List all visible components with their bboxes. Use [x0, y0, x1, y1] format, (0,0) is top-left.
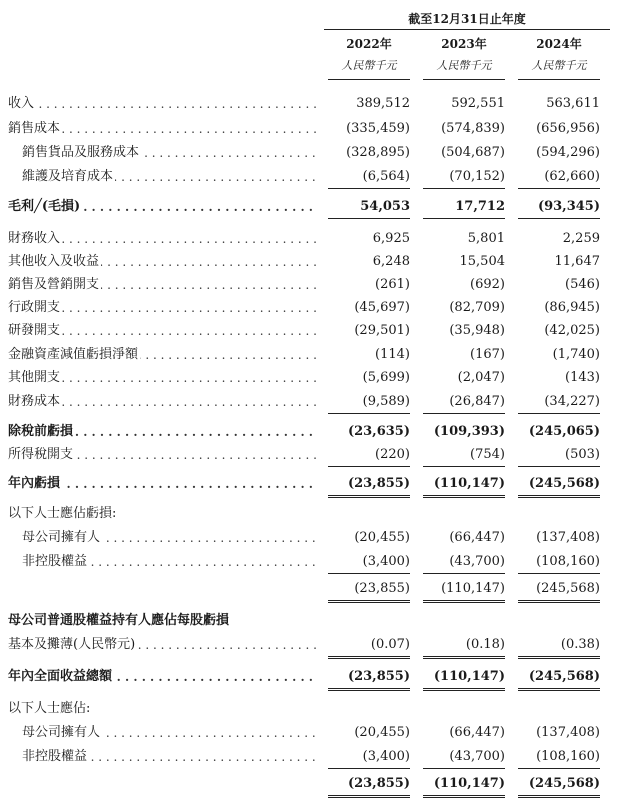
row-label-text: 所得稅開支 [8, 447, 74, 462]
statement-row [0, 344, 640, 366]
row-label-text: 行政開支 [8, 300, 61, 315]
row-label-text: 銷售成本 [8, 121, 61, 136]
statement-row [0, 391, 640, 413]
value-cell: 54,053 [360, 199, 410, 214]
period-heading: 截至12月31日止年度 [408, 12, 526, 26]
value-cell: (656,956) [536, 121, 600, 136]
row-label [8, 196, 318, 218]
unit-header-2023: 人民幣千元 [436, 59, 492, 72]
row-label-text: 其他收入及收益 [8, 254, 100, 269]
row-label [8, 773, 318, 795]
value-cell: 11,647 [554, 254, 600, 269]
year-header-2024: 2024年 [536, 37, 582, 51]
value-cell: (70,152) [449, 169, 505, 184]
row-label [22, 527, 318, 549]
value-cell: (108,160) [536, 554, 600, 569]
row-label-text: 財務成本 [8, 394, 61, 409]
subtotal-rule [423, 768, 505, 769]
statement-row [0, 578, 640, 600]
statement-row [0, 251, 640, 273]
value-cell: (5,699) [362, 370, 410, 385]
statement-row [0, 551, 640, 573]
subtotal-rule [423, 573, 505, 574]
header-rule [518, 79, 600, 80]
statement-row [0, 698, 640, 720]
value-cell: (0.38) [560, 637, 600, 652]
row-label [8, 344, 318, 366]
value-cell: (3,400) [362, 749, 410, 764]
row-label [8, 698, 318, 720]
value-cell: (20,455) [354, 530, 410, 545]
total-double-rule [518, 656, 600, 659]
subtotal-rule [518, 768, 600, 769]
row-label-text: 年內全面收益總額 [8, 669, 113, 684]
total-double-rule [518, 688, 600, 691]
value-cell: (245,568) [528, 669, 600, 684]
row-label [8, 251, 318, 273]
value-cell: (23,635) [347, 424, 410, 439]
total-double-rule [328, 495, 410, 498]
value-cell: (110,147) [433, 776, 505, 791]
row-label-text: 研發開支 [8, 323, 61, 338]
value-cell: (23,855) [354, 581, 410, 596]
value-cell: (754) [470, 447, 505, 462]
subtotal-rule [518, 218, 600, 219]
value-cell: (114) [375, 347, 410, 362]
row-label [8, 297, 318, 319]
subtotal-rule [423, 466, 505, 467]
statement-row [0, 196, 640, 218]
value-cell: (261) [375, 277, 410, 292]
total-double-rule [423, 656, 505, 659]
value-cell: (335,459) [346, 121, 410, 136]
row-label-text: 金融資產減值虧損淨額 [8, 347, 139, 362]
total-double-rule [423, 688, 505, 691]
value-cell: (245,568) [536, 581, 600, 596]
row-label [8, 118, 318, 140]
value-cell: (3,400) [362, 554, 410, 569]
value-cell: (42,025) [544, 323, 600, 338]
value-cell: (503) [565, 447, 600, 462]
row-label [22, 551, 318, 573]
subtotal-rule [328, 188, 410, 189]
value-cell: (35,948) [449, 323, 505, 338]
subtotal-rule [328, 413, 410, 414]
row-label [8, 274, 318, 296]
statement-row [0, 297, 640, 319]
header-rule [328, 79, 410, 80]
value-cell: (29,501) [354, 323, 410, 338]
value-cell: (167) [470, 347, 505, 362]
subtotal-rule [328, 466, 410, 467]
row-label [8, 444, 318, 466]
value-cell: (66,447) [449, 530, 505, 545]
row-label [8, 421, 318, 443]
row-label [8, 503, 318, 525]
total-double-rule [328, 688, 410, 691]
value-cell: (23,855) [347, 476, 410, 491]
row-label-text: 以下人士應佔虧損: [8, 506, 117, 521]
statement-row [0, 93, 640, 115]
total-double-rule [423, 600, 505, 603]
value-cell: (546) [565, 277, 600, 292]
row-label-text: 母公司擁有人 [22, 530, 101, 545]
value-cell: (574,839) [441, 121, 505, 136]
unit-header-2022: 人民幣千元 [341, 59, 397, 72]
year-header-2023: 2023年 [441, 37, 487, 51]
total-double-rule [423, 795, 505, 798]
row-label [22, 166, 318, 188]
value-cell: (23,855) [347, 776, 410, 791]
value-cell: 6,248 [372, 254, 410, 269]
value-cell: 6,925 [372, 231, 410, 246]
subtotal-rule [423, 188, 505, 189]
row-label [8, 93, 318, 115]
total-double-rule [423, 495, 505, 498]
subtotal-rule [518, 466, 600, 467]
value-cell: (137,408) [536, 530, 600, 545]
value-cell: (245,568) [528, 776, 600, 791]
value-cell: (26,847) [449, 394, 505, 409]
row-label [22, 142, 318, 164]
value-cell: (2,047) [457, 370, 505, 385]
row-label-text [8, 776, 10, 791]
value-cell: (137,408) [536, 725, 600, 740]
value-cell: (245,568) [528, 476, 600, 491]
row-label [22, 722, 318, 744]
value-cell: 17,712 [455, 199, 505, 214]
value-cell: (328,895) [346, 145, 410, 160]
row-label-text: 以下人士應佔: [8, 701, 91, 716]
row-label-text: 銷售貨品及服務成本 [22, 145, 140, 160]
row-label-text: 非控股權益 [22, 554, 88, 569]
value-cell: (110,147) [433, 669, 505, 684]
value-cell: (109,393) [433, 424, 505, 439]
statement-row [0, 142, 640, 164]
value-cell: (110,147) [441, 581, 505, 596]
statement-row [0, 320, 640, 342]
value-cell: (82,709) [449, 300, 505, 315]
statement-row [0, 610, 640, 632]
value-cell: (245,065) [528, 424, 600, 439]
value-cell: (110,147) [433, 476, 505, 491]
row-label-text: 基本及攤薄(人民幣元) [8, 637, 136, 652]
value-cell: (43,700) [449, 554, 505, 569]
row-label-text: 年內虧損 [8, 476, 61, 491]
statement-row [0, 503, 640, 525]
value-cell: (34,227) [544, 394, 600, 409]
statement-row [0, 746, 640, 768]
row-label [8, 578, 318, 600]
value-cell: (66,447) [449, 725, 505, 740]
value-cell: 2,259 [562, 231, 600, 246]
subtotal-rule [518, 413, 600, 414]
value-cell: 592,551 [451, 96, 505, 111]
total-double-rule [518, 795, 600, 798]
period-rule [324, 29, 610, 30]
row-label-text: 非控股權益 [22, 749, 88, 764]
statement-row [0, 228, 640, 250]
statement-row [0, 527, 640, 549]
value-cell: (0.18) [465, 637, 505, 652]
row-label-text: 除稅前虧損 [8, 424, 74, 439]
header-rule [423, 79, 505, 80]
row-label [8, 634, 318, 656]
subtotal-rule [423, 218, 505, 219]
subtotal-rule [328, 573, 410, 574]
value-cell: (86,945) [544, 300, 600, 315]
total-double-rule [328, 795, 410, 798]
statement-row [0, 367, 640, 389]
statement-row [0, 634, 640, 656]
unit-header-2024: 人民幣千元 [531, 59, 587, 72]
statement-row [0, 166, 640, 188]
row-label-text: 其他開支 [8, 370, 61, 385]
row-label-text: 維護及培育成本 [22, 169, 114, 184]
statement-row [0, 473, 640, 495]
value-cell: (6,564) [362, 169, 410, 184]
value-cell: (9,589) [362, 394, 410, 409]
row-label-text: 母公司普通股權益持有人應佔每股虧損 [8, 613, 230, 628]
value-cell: (20,455) [354, 725, 410, 740]
row-label-text [8, 581, 10, 596]
value-cell: (0.07) [370, 637, 410, 652]
row-label [22, 746, 318, 768]
row-label-text: 毛利╱(毛損) [8, 199, 81, 214]
row-label [8, 391, 318, 413]
value-cell: 563,611 [546, 96, 600, 111]
row-label [8, 367, 318, 389]
row-label-text: 收入 [8, 96, 35, 111]
total-double-rule [518, 600, 600, 603]
value-cell: (594,296) [536, 145, 600, 160]
row-label-text: 銷售及營銷開支 [8, 277, 100, 292]
value-cell: (43,700) [449, 749, 505, 764]
value-cell: (143) [565, 370, 600, 385]
subtotal-rule [518, 573, 600, 574]
row-label-text: 財務收入 [8, 231, 61, 246]
total-double-rule [518, 495, 600, 498]
row-label [8, 473, 318, 495]
value-cell: 5,801 [467, 231, 505, 246]
row-label [8, 320, 318, 342]
statement-row [0, 274, 640, 296]
row-label-text: 母公司擁有人 [22, 725, 101, 740]
value-cell: (1,740) [552, 347, 600, 362]
total-double-rule [328, 600, 410, 603]
subtotal-rule [518, 188, 600, 189]
value-cell: (108,160) [536, 749, 600, 764]
value-cell: (45,697) [354, 300, 410, 315]
value-cell: (62,660) [544, 169, 600, 184]
year-header-2022: 2022年 [346, 37, 392, 51]
subtotal-rule [328, 768, 410, 769]
row-label [8, 228, 318, 250]
value-cell: (93,345) [537, 199, 600, 214]
statement-row [0, 722, 640, 744]
statement-row [0, 421, 640, 443]
value-cell: (220) [375, 447, 410, 462]
value-cell: (504,687) [441, 145, 505, 160]
row-label [8, 666, 318, 688]
value-cell: (23,855) [347, 669, 410, 684]
statement-row [0, 444, 640, 466]
subtotal-rule [423, 413, 505, 414]
value-cell: (692) [470, 277, 505, 292]
statement-row [0, 118, 640, 140]
total-double-rule [328, 656, 410, 659]
row-label [8, 610, 318, 632]
statement-row [0, 666, 640, 688]
subtotal-rule [328, 218, 410, 219]
value-cell: 15,504 [459, 254, 505, 269]
value-cell: 389,512 [356, 96, 410, 111]
statement-row [0, 773, 640, 795]
